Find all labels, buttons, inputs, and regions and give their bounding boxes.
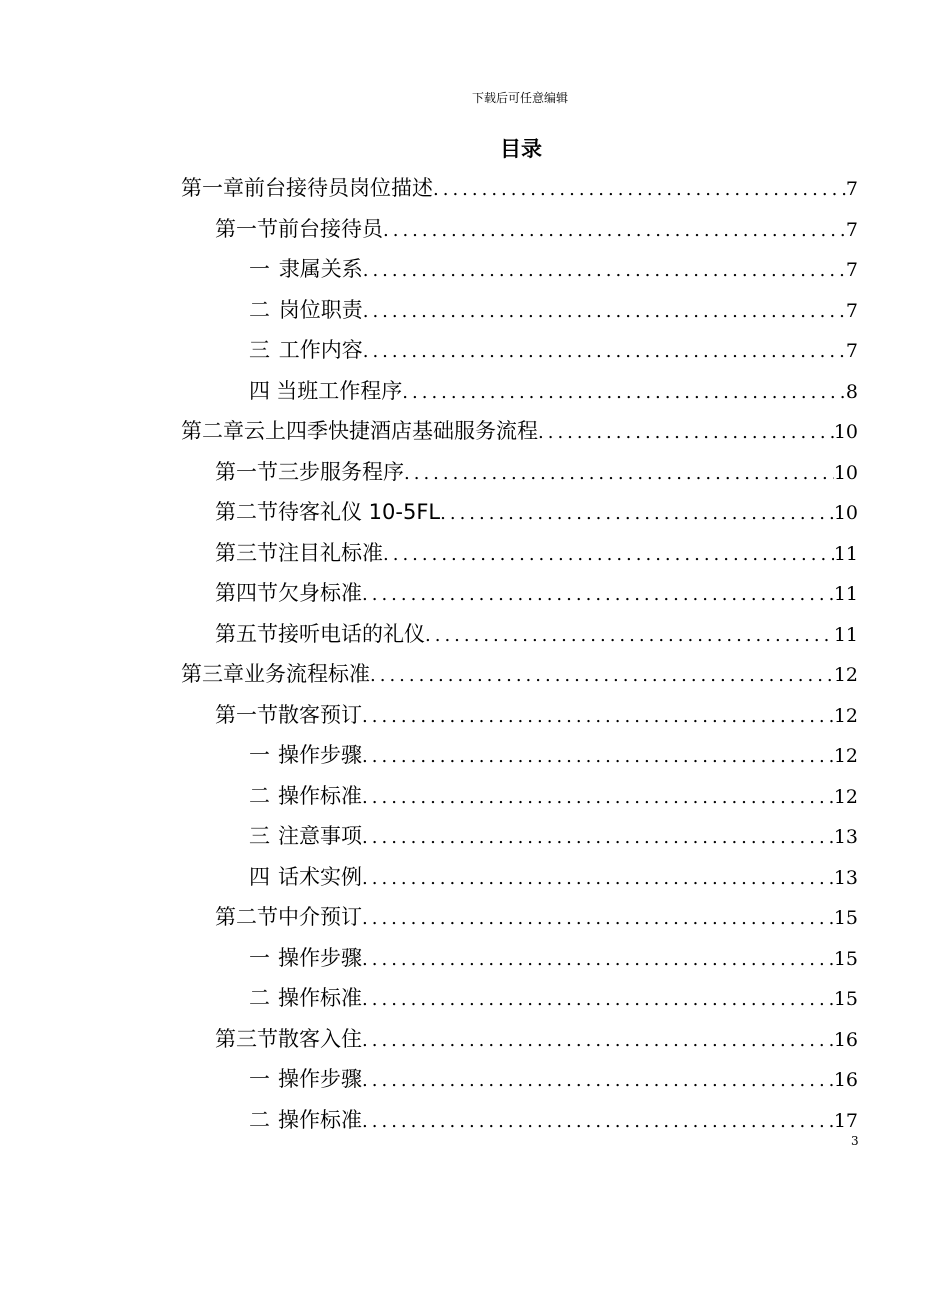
- toc-entry-page: 7: [845, 178, 858, 200]
- toc-entry-page: 11: [833, 623, 858, 646]
- toc-entry-page: 11: [833, 542, 858, 565]
- toc-entry-leader-dots: [402, 373, 846, 413]
- toc-entry-number: 第一节: [215, 216, 278, 241]
- toc-entry[interactable]: [181, 411, 858, 451]
- toc-entry-title: 前台接待员岗位描述: [244, 176, 433, 200]
- toc-entry-number: 第二节: [215, 500, 278, 524]
- toc-entry-page: 7: [845, 259, 858, 281]
- toc-entry-leader-dots: [363, 251, 846, 291]
- toc-entry[interactable]: [249, 857, 858, 897]
- toc-entry-number: 二: [249, 1107, 270, 1132]
- toc-entry[interactable]: [249, 371, 858, 411]
- toc-entry[interactable]: [249, 776, 858, 816]
- toc-entry-leader-dots: [370, 656, 834, 696]
- toc-entry[interactable]: [215, 492, 858, 532]
- toc-entry-leader-dots: [362, 697, 834, 737]
- toc-entry-leader-dots: [362, 1061, 834, 1101]
- toc-entry-title: 三步服务程序: [278, 459, 404, 484]
- toc-entry[interactable]: [249, 290, 858, 330]
- toc-entry-page: 8: [845, 380, 858, 403]
- toc-entry[interactable]: [249, 1059, 858, 1099]
- toc-entry[interactable]: [181, 654, 858, 694]
- toc-entry-number: 一: [249, 257, 270, 281]
- toc-entry-title: 散客预订: [278, 702, 362, 727]
- toc-entry-page: 15: [833, 907, 858, 929]
- toc-entry-page: 12: [833, 785, 858, 808]
- toc-entry-title: 接听电话的礼仪: [278, 621, 425, 646]
- toc-entry-leader-dots: [362, 575, 834, 615]
- toc-entry-page: 12: [833, 745, 858, 767]
- toc-entry-leader-dots: [363, 292, 846, 332]
- toc-entry-title: 业务流程标准: [244, 662, 370, 686]
- toc-entry-number: 四: [249, 378, 270, 403]
- toc-entry-title: 前台接待员: [278, 216, 383, 241]
- toc-entry-page: 17: [833, 1109, 858, 1132]
- toc-entry-page: 7: [845, 340, 858, 362]
- page-number: 3: [851, 1134, 859, 1148]
- toc-entry-number: 三: [249, 824, 270, 848]
- toc-entry-number: 一: [249, 945, 270, 970]
- toc-entry-leader-dots: [362, 899, 834, 939]
- toc-entry-page: 12: [833, 704, 858, 727]
- toc-entry-leader-dots: [363, 332, 846, 372]
- toc-entry[interactable]: [215, 573, 858, 613]
- toc-entry-number: 二: [249, 986, 270, 1010]
- toc-entry-title: 操作步骤: [278, 1067, 363, 1091]
- toc-entry-leader-dots: [440, 494, 834, 534]
- toc-entry-number: 第五节: [215, 621, 278, 646]
- toc-entry-page: 13: [833, 826, 858, 848]
- toc-entry-leader-dots: [362, 1102, 834, 1142]
- toc-entry-title: 注意事项: [278, 824, 363, 848]
- toc-entry-number: 第三节: [215, 1026, 278, 1051]
- toc-entry-page: 16: [833, 1069, 858, 1091]
- toc-entry[interactable]: [181, 168, 858, 208]
- toc-entry[interactable]: [249, 816, 858, 856]
- toc-entry-leader-dots: [433, 170, 846, 210]
- toc-entry-leader-dots: [362, 940, 834, 980]
- toc-entry-number: 第一节: [215, 459, 278, 484]
- toc-entry[interactable]: [215, 533, 858, 573]
- toc-entry-number: 二: [249, 783, 270, 808]
- toc-entry[interactable]: [249, 249, 858, 289]
- toc-entry[interactable]: [215, 452, 858, 492]
- toc-entry[interactable]: [215, 897, 858, 937]
- toc-entry-leader-dots: [362, 737, 834, 777]
- toc-entry-title: 待客礼仪 10-5FL: [278, 500, 441, 524]
- toc-entry[interactable]: [249, 938, 858, 978]
- toc-entry-title: 操作步骤: [278, 945, 363, 970]
- toc-entry-title: 岗位职责: [278, 297, 363, 322]
- header-note: 下载后可任意编辑: [471, 91, 568, 105]
- toc-entry-title: 操作步骤: [278, 743, 363, 767]
- toc-entry-page: 10: [833, 461, 858, 484]
- toc-entry[interactable]: [215, 1019, 858, 1059]
- toc-entry-title: 话术实例: [278, 864, 363, 889]
- toc-entry-number: 四: [249, 864, 270, 889]
- toc-entry-title: 欠身标准: [278, 581, 362, 605]
- toc-entry-page: 10: [833, 502, 858, 524]
- toc-entry-number: 二: [249, 297, 270, 322]
- toc-entry-page: 12: [833, 664, 858, 686]
- toc-entry-leader-dots: [362, 859, 834, 899]
- toc-entry-leader-dots: [383, 211, 846, 251]
- toc-entry-page: 13: [833, 866, 858, 889]
- toc-entry-title: 隶属关系: [278, 257, 363, 281]
- toc-entry-number: 三: [249, 338, 270, 362]
- toc-entry[interactable]: [215, 614, 858, 654]
- toc-title: 目录: [500, 137, 542, 161]
- toc-entry-title: 注目礼标准: [278, 540, 383, 565]
- toc-entry-title: 操作标准: [278, 783, 363, 808]
- toc-entry-number: 第二章: [181, 419, 244, 443]
- toc-entry-number: 一: [249, 1067, 270, 1091]
- toc-entry-title: 云上四季快捷酒店基础服务流程: [244, 419, 538, 443]
- toc-entry-page: 10: [833, 421, 858, 443]
- toc-entry-title: 中介预订: [278, 905, 362, 929]
- toc-entry-page: 15: [833, 988, 858, 1010]
- toc-entry-number: 第三节: [215, 540, 278, 565]
- toc-entry-leader-dots: [383, 535, 834, 575]
- toc-entry-page: 15: [833, 947, 858, 970]
- toc-entry-number: 第三章: [181, 662, 244, 686]
- toc-entry-number: 第四节: [215, 581, 278, 605]
- toc-entry-leader-dots: [362, 818, 834, 858]
- toc-entry-page: 11: [833, 583, 858, 605]
- toc-entry-title: 工作内容: [278, 338, 363, 362]
- toc-entry[interactable]: [215, 695, 858, 735]
- toc-entry-leader-dots: [362, 778, 834, 818]
- toc-entry-number: 第一节: [215, 702, 278, 727]
- toc-entry-title: 操作标准: [278, 1107, 363, 1132]
- toc-entry-number: 一: [249, 743, 270, 767]
- toc-entry[interactable]: [249, 1100, 858, 1140]
- toc-entry-leader-dots: [404, 454, 834, 494]
- toc-entry-title: 当班工作程序: [276, 378, 403, 403]
- toc-entry[interactable]: [249, 330, 858, 370]
- toc-entry-page: 16: [833, 1028, 858, 1051]
- toc-entry[interactable]: [249, 735, 858, 775]
- toc-entry-number: 第二节: [215, 905, 278, 929]
- toc-entry[interactable]: [249, 978, 858, 1018]
- toc-entry-leader-dots: [362, 980, 834, 1020]
- toc-entry-page: 7: [845, 299, 858, 322]
- toc-entry-leader-dots: [362, 1021, 834, 1061]
- toc-entry-leader-dots: [538, 413, 834, 453]
- toc-entry-number: 第一章: [181, 176, 244, 200]
- toc-entry-page: 7: [845, 218, 858, 241]
- toc-entry[interactable]: [215, 209, 858, 249]
- toc-entry-leader-dots: [425, 616, 834, 656]
- toc-entry-title: 散客入住: [278, 1026, 362, 1051]
- toc-entry-title: 操作标准: [278, 986, 363, 1010]
